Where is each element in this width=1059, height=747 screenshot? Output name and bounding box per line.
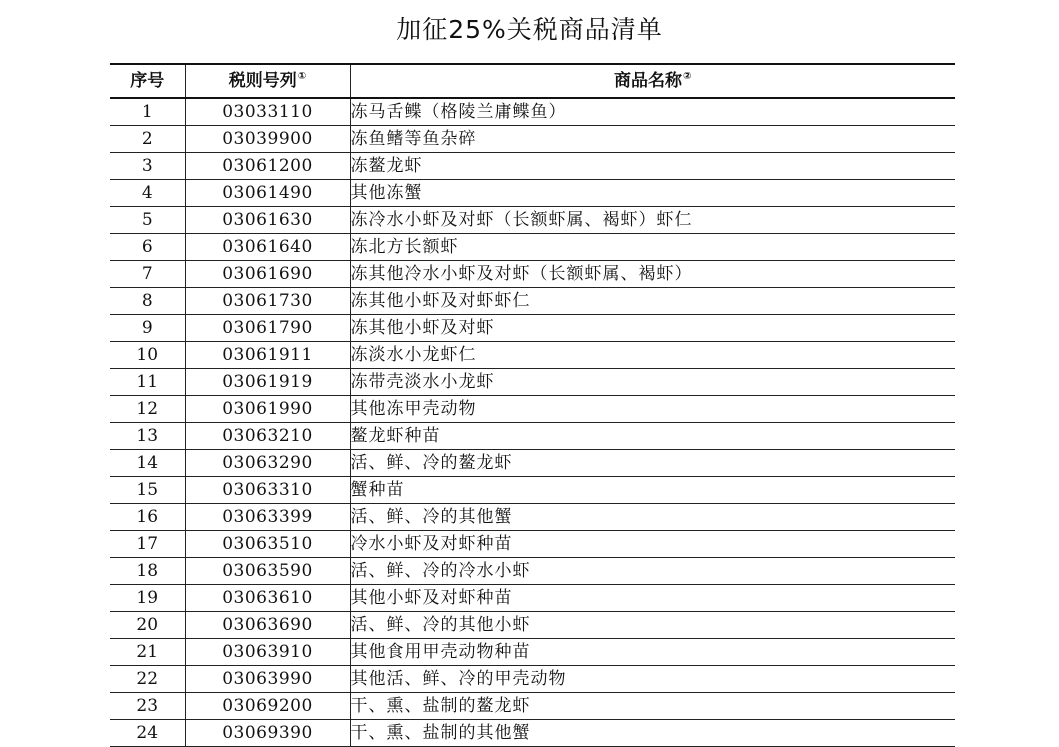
cell-product-name: 冷水小虾及对虾种苗 <box>350 531 955 558</box>
cell-tariff-code: 03061790 <box>185 315 350 342</box>
table-row <box>110 585 955 612</box>
header-product-name-label: 商品名称 <box>614 71 683 91</box>
header-serial-number-label: 序号 <box>130 71 165 91</box>
cell-tariff-code: 03061911 <box>185 342 350 369</box>
cell-serial-number: 5 <box>110 207 185 234</box>
cell-product-name: 干、熏、盐制的鳌龙虾 <box>350 693 955 720</box>
cell-product-name: 干、熏、盐制的其他蟹 <box>350 720 955 747</box>
cell-tariff-code: 03061690 <box>185 261 350 288</box>
cell-tariff-code: 03061640 <box>185 234 350 261</box>
table-row <box>110 342 955 369</box>
cell-serial-number: 8 <box>110 288 185 315</box>
table-row <box>110 477 955 504</box>
cell-serial-number: 9 <box>110 315 185 342</box>
tariff-table <box>110 63 955 747</box>
table-row <box>110 234 955 261</box>
cell-product-name: 其他冻蟹 <box>350 180 955 207</box>
cell-serial-number: 18 <box>110 558 185 585</box>
table-row <box>110 450 955 477</box>
table-row <box>110 396 955 423</box>
cell-product-name: 冻其他小虾及对虾 <box>350 315 955 342</box>
table-row <box>110 207 955 234</box>
cell-serial-number: 21 <box>110 639 185 666</box>
header-product-name <box>350 64 955 98</box>
cell-product-name: 活、鲜、冷的鳌龙虾 <box>350 450 955 477</box>
table-row <box>110 126 955 153</box>
cell-product-name: 冻鱼鳍等鱼杂碎 <box>350 126 955 153</box>
cell-tariff-code: 03063399 <box>185 504 350 531</box>
cell-product-name: 冻其他冷水小虾及对虾（长额虾属、褐虾） <box>350 261 955 288</box>
cell-product-name: 冻冷水小虾及对虾（长额虾属、褐虾）虾仁 <box>350 207 955 234</box>
cell-tariff-code: 03061490 <box>185 180 350 207</box>
cell-tariff-code: 03061919 <box>185 369 350 396</box>
cell-serial-number: 14 <box>110 450 185 477</box>
cell-product-name: 其他食用甲壳动物种苗 <box>350 639 955 666</box>
cell-tariff-code: 03061630 <box>185 207 350 234</box>
header-tariff-code-label: 税则号列 <box>228 71 297 91</box>
table-row <box>110 666 955 693</box>
header-tariff-code <box>185 64 350 98</box>
cell-tariff-code: 03063290 <box>185 450 350 477</box>
cell-tariff-code: 03061730 <box>185 288 350 315</box>
cell-product-name: 其他活、鲜、冷的甲壳动物 <box>350 666 955 693</box>
cell-serial-number: 4 <box>110 180 185 207</box>
cell-tariff-code: 03063210 <box>185 423 350 450</box>
table-row <box>110 180 955 207</box>
table-row <box>110 261 955 288</box>
cell-serial-number: 3 <box>110 153 185 180</box>
cell-tariff-code: 03063690 <box>185 612 350 639</box>
cell-product-name: 冻北方长额虾 <box>350 234 955 261</box>
cell-serial-number: 22 <box>110 666 185 693</box>
footnote-marker-1: ① <box>297 71 307 83</box>
cell-product-name: 活、鲜、冷的其他小虾 <box>350 612 955 639</box>
table-row <box>110 423 955 450</box>
table-header <box>110 64 955 98</box>
cell-tariff-code: 03033110 <box>185 98 350 126</box>
cell-tariff-code: 03063590 <box>185 558 350 585</box>
cell-serial-number: 15 <box>110 477 185 504</box>
cell-product-name: 冻马舌鲽（格陵兰庸鲽鱼） <box>350 98 955 126</box>
cell-tariff-code: 03061200 <box>185 153 350 180</box>
header-row <box>110 64 955 98</box>
table-row <box>110 504 955 531</box>
cell-tariff-code: 03063510 <box>185 531 350 558</box>
table-row <box>110 153 955 180</box>
cell-product-name: 活、鲜、冷的冷水小虾 <box>350 558 955 585</box>
table-row <box>110 315 955 342</box>
table-row <box>110 98 955 126</box>
cell-product-name: 冻鳌龙虾 <box>350 153 955 180</box>
cell-tariff-code: 03069200 <box>185 693 350 720</box>
cell-product-name: 活、鲜、冷的其他蟹 <box>350 504 955 531</box>
cell-serial-number: 20 <box>110 612 185 639</box>
cell-tariff-code: 03063990 <box>185 666 350 693</box>
cell-serial-number: 23 <box>110 693 185 720</box>
cell-serial-number: 19 <box>110 585 185 612</box>
document-title: 加征25%关税商品清单 <box>396 15 663 44</box>
cell-product-name: 冻淡水小龙虾仁 <box>350 342 955 369</box>
table-row <box>110 288 955 315</box>
table-row <box>110 369 955 396</box>
cell-serial-number: 13 <box>110 423 185 450</box>
cell-product-name: 冻带壳淡水小龙虾 <box>350 369 955 396</box>
table-row <box>110 531 955 558</box>
cell-serial-number: 12 <box>110 396 185 423</box>
cell-serial-number: 6 <box>110 234 185 261</box>
cell-serial-number: 10 <box>110 342 185 369</box>
cell-product-name: 其他小虾及对虾种苗 <box>350 585 955 612</box>
table-body <box>110 98 955 747</box>
table-row <box>110 693 955 720</box>
cell-tariff-code: 03069390 <box>185 720 350 747</box>
cell-tariff-code: 03039900 <box>185 126 350 153</box>
cell-serial-number: 11 <box>110 369 185 396</box>
cell-serial-number: 24 <box>110 720 185 747</box>
cell-product-name: 冻其他小虾及对虾虾仁 <box>350 288 955 315</box>
cell-product-name: 其他冻甲壳动物 <box>350 396 955 423</box>
footnote-marker-2: ② <box>683 71 692 83</box>
cell-product-name: 蟹种苗 <box>350 477 955 504</box>
cell-tariff-code: 03063310 <box>185 477 350 504</box>
table-row <box>110 639 955 666</box>
cell-tariff-code: 03063610 <box>185 585 350 612</box>
cell-serial-number: 7 <box>110 261 185 288</box>
cell-serial-number: 17 <box>110 531 185 558</box>
cell-serial-number: 16 <box>110 504 185 531</box>
cell-tariff-code: 03061990 <box>185 396 350 423</box>
table-row <box>110 612 955 639</box>
cell-tariff-code: 03063910 <box>185 639 350 666</box>
table-row <box>110 558 955 585</box>
cell-serial-number: 1 <box>110 98 185 126</box>
cell-serial-number: 2 <box>110 126 185 153</box>
header-serial-number <box>110 64 185 98</box>
table-row <box>110 720 955 747</box>
cell-product-name: 鳌龙虾种苗 <box>350 423 955 450</box>
